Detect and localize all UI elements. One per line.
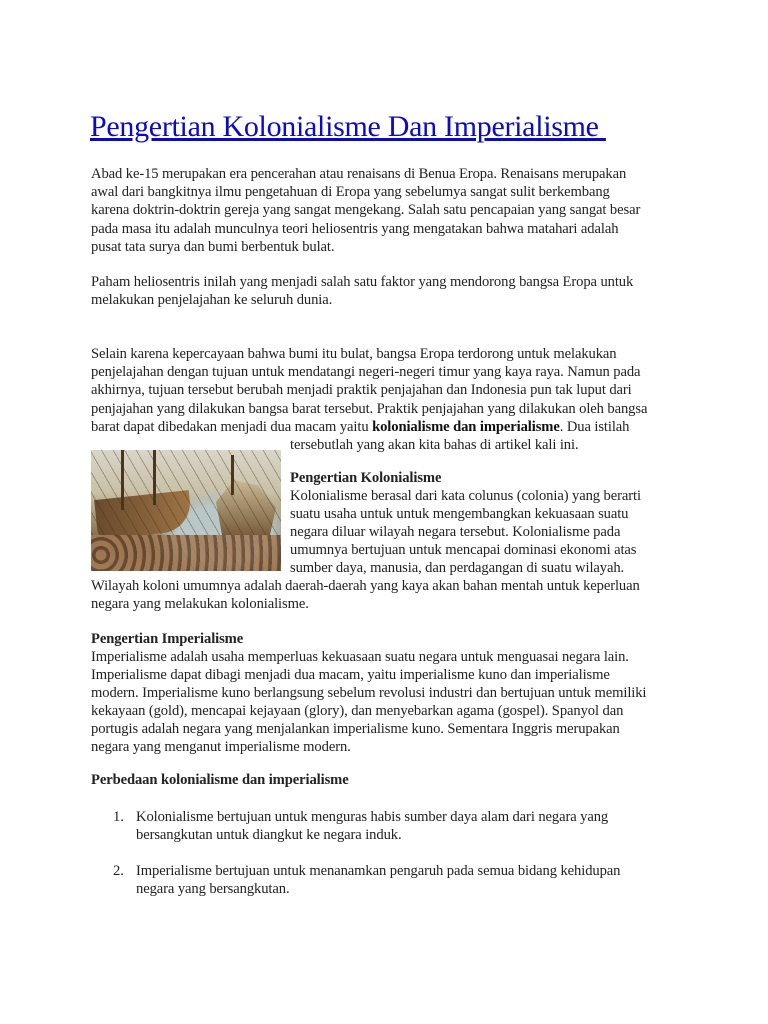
text-line: akhirnya, tujuan tersebut berubah menjadi praktik penjajahan dan Indonesia pun tak luput dari — [91, 382, 632, 398]
text-line: suatu usaha untuk untuk mengembangkan kekuasaan suatu — [290, 506, 629, 522]
text-line: portugis adalah negara yang menjalankan imperialisme kuno. Sementara Inggris merupakan — [91, 721, 620, 737]
text-line: Abad ke-15 merupakan era pencerahan atau renaisans di Benua Eropa. Renaisans merupakan — [91, 166, 627, 182]
text-line: Imperialisme bertujuan untuk menanamkan pengaruh pada semua bidang kehidupan — [136, 863, 621, 879]
text-line: umumnya bertujuan untuk mencapai dominasi ekonomi atas — [290, 542, 637, 558]
text-line: karena doktrin-doktrin gereja yang sangat mengekang. Salah satu pencapaian yang sangat besar — [91, 202, 641, 218]
text-line: pusat tata surya dan bumi berbentuk bulat. — [91, 239, 335, 255]
text-line: Kolonialisme berasal dari kata colunus (colonia) yang berarti — [290, 488, 641, 504]
text: barat dapat dibedakan menjadi dua macam yaitu — [91, 419, 373, 435]
list-number: 1. — [113, 809, 124, 825]
page-title-link[interactable]: Pengertian Kolonialisme Dan Imperialisme — [90, 110, 606, 143]
text-line: awal dari bangkitnya ilmu pengetahuan di Eropa yang sebelumya sangat sulit berkembang — [91, 184, 610, 200]
section-heading: Pengertian Imperialisme — [91, 631, 244, 647]
text-line — [91, 418, 629, 436]
colonial-ships-illustration — [91, 450, 281, 571]
text-line: Selain karena kepercayaan bahwa bumi itu bulat, bangsa Eropa terdorong untuk melakukan — [91, 346, 617, 362]
section-heading: Pengertian Kolonialisme — [290, 470, 442, 486]
section-heading: Perbedaan kolonialisme dan imperialisme — [91, 772, 349, 788]
text-line: negara diluar wilayah negara tersebut. Kolonialisme pada — [290, 524, 621, 540]
text: . Dua istilah — [559, 419, 630, 435]
text-line: penjajahan yang dilakukan bangsa barat tersebut. Praktik penjajahan yang dilakukan oleh bangsa — [91, 401, 648, 417]
text-line: Paham heliosentris inilah yang menjadi salah satu faktor yang mendorong bangsa Eropa untuk — [91, 274, 634, 290]
list-number: 2. — [113, 863, 124, 879]
text-line: negara yang melakukan kolonialisme. — [91, 596, 309, 612]
text-line: modern. Imperialisme kuno berlangsung sebelum revolusi industri dan bertujuan untuk memiliki — [91, 685, 647, 701]
text-line: pada masa itu adalah munculnya teori heliosentris yang mengatakan bahwa matahari adalah — [91, 221, 619, 237]
text-line: Kolonialisme bertujuan untuk menguras habis sumber daya alam dari negara yang — [136, 809, 609, 825]
text-line: Imperialisme dapat dibagi menjadi dua macam, yaitu imperialisme kuno dan imperialisme — [91, 667, 610, 683]
text-line: negara yang bersangkutan. — [136, 881, 290, 897]
text-line: kekayaan (gold), mencapai kejayaan (glory), dan menyebarkan agama (gospel). Spanyol dan — [91, 703, 624, 719]
text-line: penjelajahan dengan tujuan untuk mendatangi negeri-negeri timur yang kaya raya. Namun pada — [91, 364, 641, 380]
text-line: negara yang menganut imperialisme modern. — [91, 739, 351, 755]
text-line: sumber daya, manusia, dan perdagangan di suatu wilayah. — [290, 560, 625, 576]
text-line: Imperialisme adalah usaha memperluas kekuasaan suatu negara untuk menguasai negara lain. — [91, 649, 629, 665]
text-line: tersebutlah yang akan kita bahas di artikel kali ini. — [290, 437, 579, 453]
text-line: bersangkutan untuk diangkut ke negara induk. — [136, 827, 402, 843]
bold-term: kolonialisme dan imperialisme — [372, 419, 560, 435]
text-line: Wilayah koloni umumnya adalah daerah-daerah yang kaya akan bahan mentah untuk keperluan — [91, 578, 640, 594]
text-line: melakukan penjelajahan ke seluruh dunia. — [91, 292, 333, 308]
